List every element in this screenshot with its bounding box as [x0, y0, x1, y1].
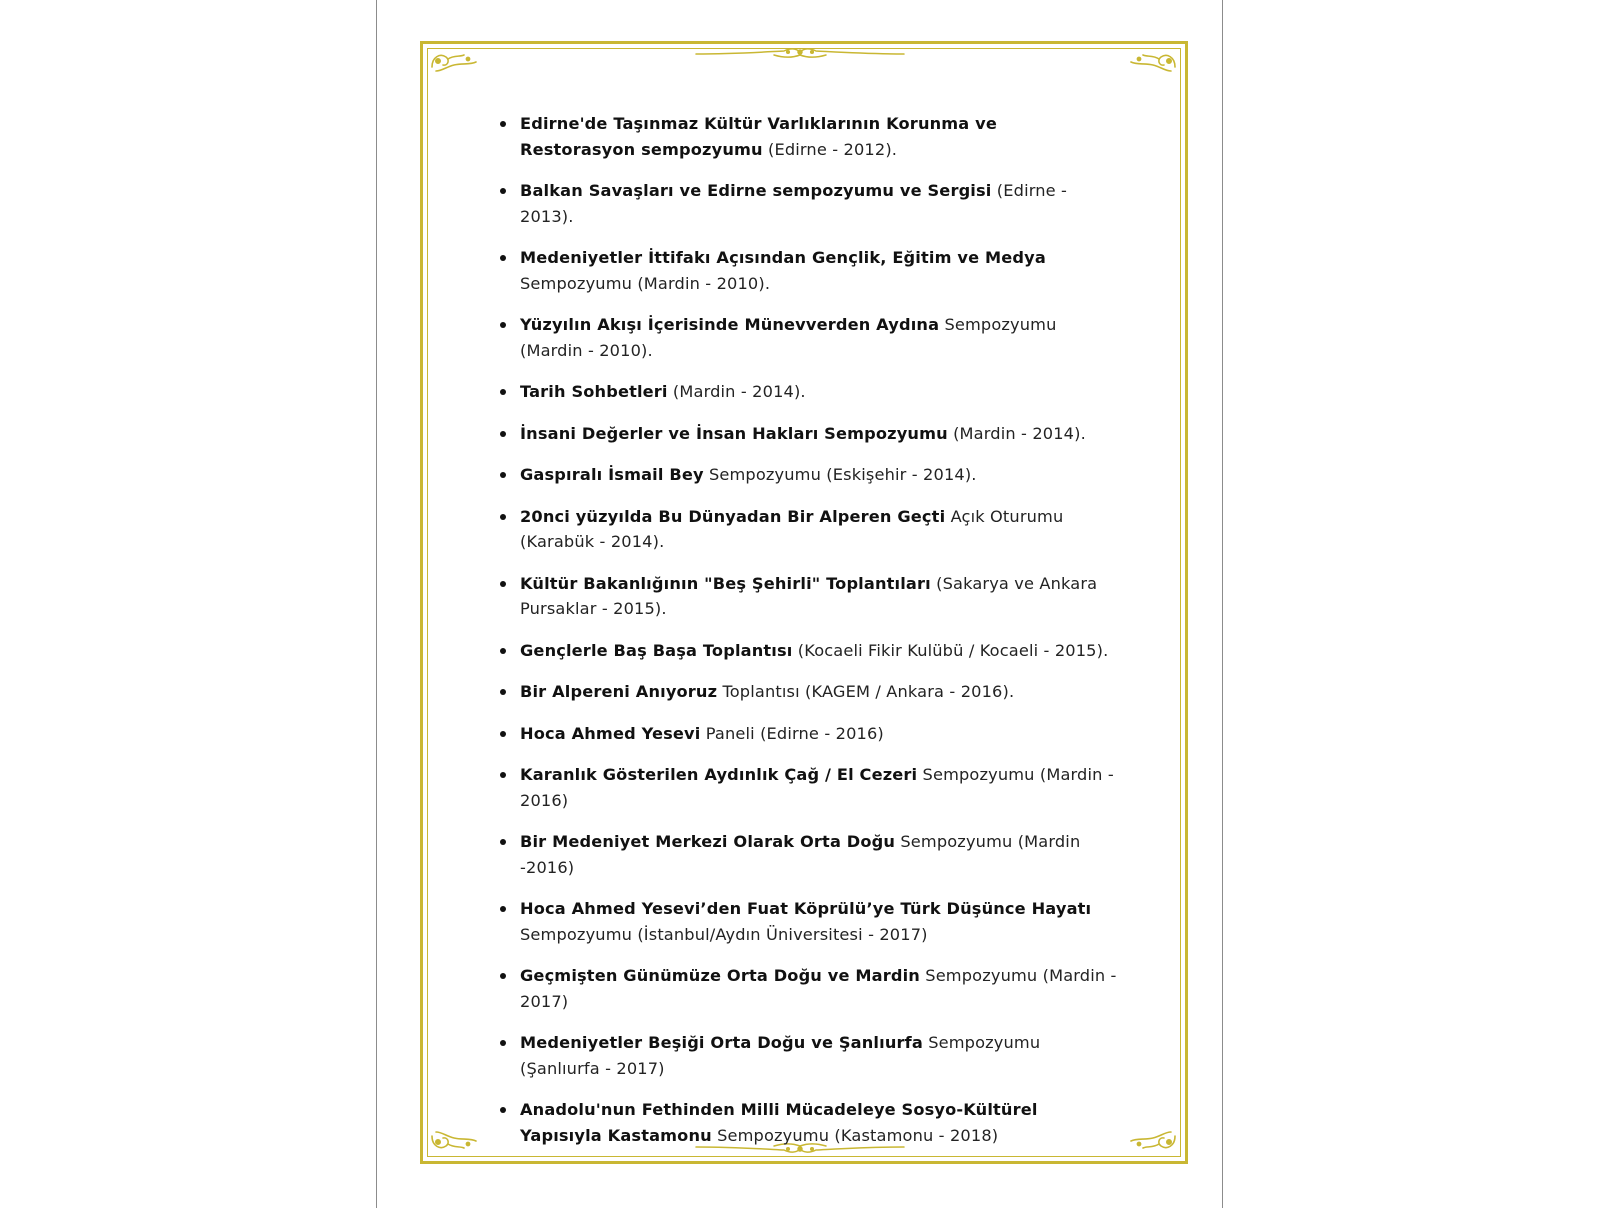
event-title: Tarih Sohbetleri — [520, 382, 668, 401]
event-details: Sempozyumu (Kastamonu - 2018) — [711, 1125, 999, 1145]
event-title: İnsani Değerler ve İnsan Hakları Sempozyumu — [520, 423, 948, 443]
event-title: Edirne'de Taşınmaz Kültür Varlıklarının Korunma ve Restorasyon sempozyumu — [520, 114, 997, 159]
event-details: (Edirne - 2013). — [520, 181, 1068, 226]
list-item — [500, 178, 1118, 229]
list-item — [500, 963, 1118, 1014]
event-details: Sempozyumu (Eskişehir - 2014). — [703, 465, 977, 484]
event-title: Bir Alpereni Anıyoruz — [520, 682, 718, 701]
event-details: Sempozyumu (Mardin -2016) — [520, 832, 1081, 877]
list-item — [500, 379, 1118, 405]
list-item — [500, 571, 1118, 622]
list-item — [500, 245, 1118, 296]
event-details: (Mardin - 2014). — [947, 423, 1086, 443]
list-item — [500, 504, 1118, 555]
event-details: Toplantısı (KAGEM / Ankara - 2016). — [717, 682, 1015, 701]
event-details: Sempozyumu (Mardin - 2010). — [520, 273, 771, 293]
event-details: Sempozyumu (Şanlıurfa - 2017) — [520, 1033, 1041, 1078]
event-title: Kültür Bakanlığının "Beş Şehirli" Toplantıları — [520, 573, 931, 593]
list-item — [500, 679, 1118, 705]
event-details: (Edirne - 2012). — [762, 139, 898, 159]
event-title: Yüzyılın Akışı İçerisinde Münevverden Aydına — [520, 315, 940, 334]
list-item — [500, 829, 1118, 880]
list-item — [500, 638, 1118, 664]
top-center-flourish-icon — [694, 46, 906, 62]
event-title: Gaspıralı İsmail Bey — [520, 465, 704, 484]
event-title: Hoca Ahmed Yesevi — [520, 723, 701, 743]
event-details: Sempozyumu (Mardin - 2016) — [520, 765, 1114, 810]
list-item — [500, 762, 1118, 813]
corner-flourish-icon — [428, 1128, 480, 1156]
corner-flourish-icon — [1127, 47, 1179, 75]
event-details: Sempozyumu (Mardin - 2010). — [520, 315, 1057, 360]
event-list — [500, 111, 1118, 1164]
list-item — [500, 1030, 1118, 1081]
event-details: Paneli (Edirne - 2016) — [700, 723, 884, 743]
list-item — [500, 1097, 1118, 1148]
corner-flourish-icon — [1127, 1128, 1179, 1156]
list-item — [500, 111, 1118, 162]
event-title: Gençlerle Baş Başa Toplantısı — [520, 640, 793, 660]
event-title: Medeniyetler Beşiği Orta Doğu ve Şanlıurfa — [520, 1033, 923, 1052]
event-details: Sempozyumu (İstanbul/Aydın Üniversitesi - 2017) — [520, 924, 928, 944]
event-details: (Mardin - 2014). — [667, 382, 806, 401]
list-item — [500, 421, 1118, 447]
list-item — [500, 312, 1118, 363]
event-title: Anadolu'nun Fethinden Milli Mücadeleye Sosyo-Kültürel Yapısıyla Kastamonu — [520, 1100, 1038, 1145]
event-title: 20nci yüzyılda Bu Dünyadan Bir Alperen Geçti — [520, 506, 946, 526]
event-title: Bir Medeniyet Merkezi Olarak Orta Doğu — [520, 832, 896, 851]
event-details: (Sakarya ve Ankara Pursaklar - 2015). — [520, 573, 1098, 618]
event-title: Hoca Ahmed Yesevi’den Fuat Köprülü’ye Türk Düşünce Hayatı — [520, 899, 1092, 918]
event-title: Geçmişten Günümüze Orta Doğu ve Mardin — [520, 966, 920, 985]
event-details: Açık Oturumu (Karabük - 2014). — [520, 506, 1064, 551]
event-title: Medeniyetler İttifakı Açısından Gençlik, Eğitim ve Medya — [520, 248, 1046, 267]
list-item — [500, 896, 1118, 947]
corner-flourish-icon — [428, 47, 480, 75]
list-item — [500, 721, 1118, 747]
event-title: Balkan Savaşları ve Edirne sempozyumu ve Sergisi — [520, 181, 992, 200]
event-title: Karanlık Gösterilen Aydınlık Çağ / El Cezeri — [520, 765, 918, 784]
event-details: Sempozyumu (Mardin - 2017) — [520, 966, 1117, 1011]
event-details: (Kocaeli Fikir Kulübü / Kocaeli - 2015). — [792, 640, 1109, 660]
list-item — [500, 462, 1118, 488]
